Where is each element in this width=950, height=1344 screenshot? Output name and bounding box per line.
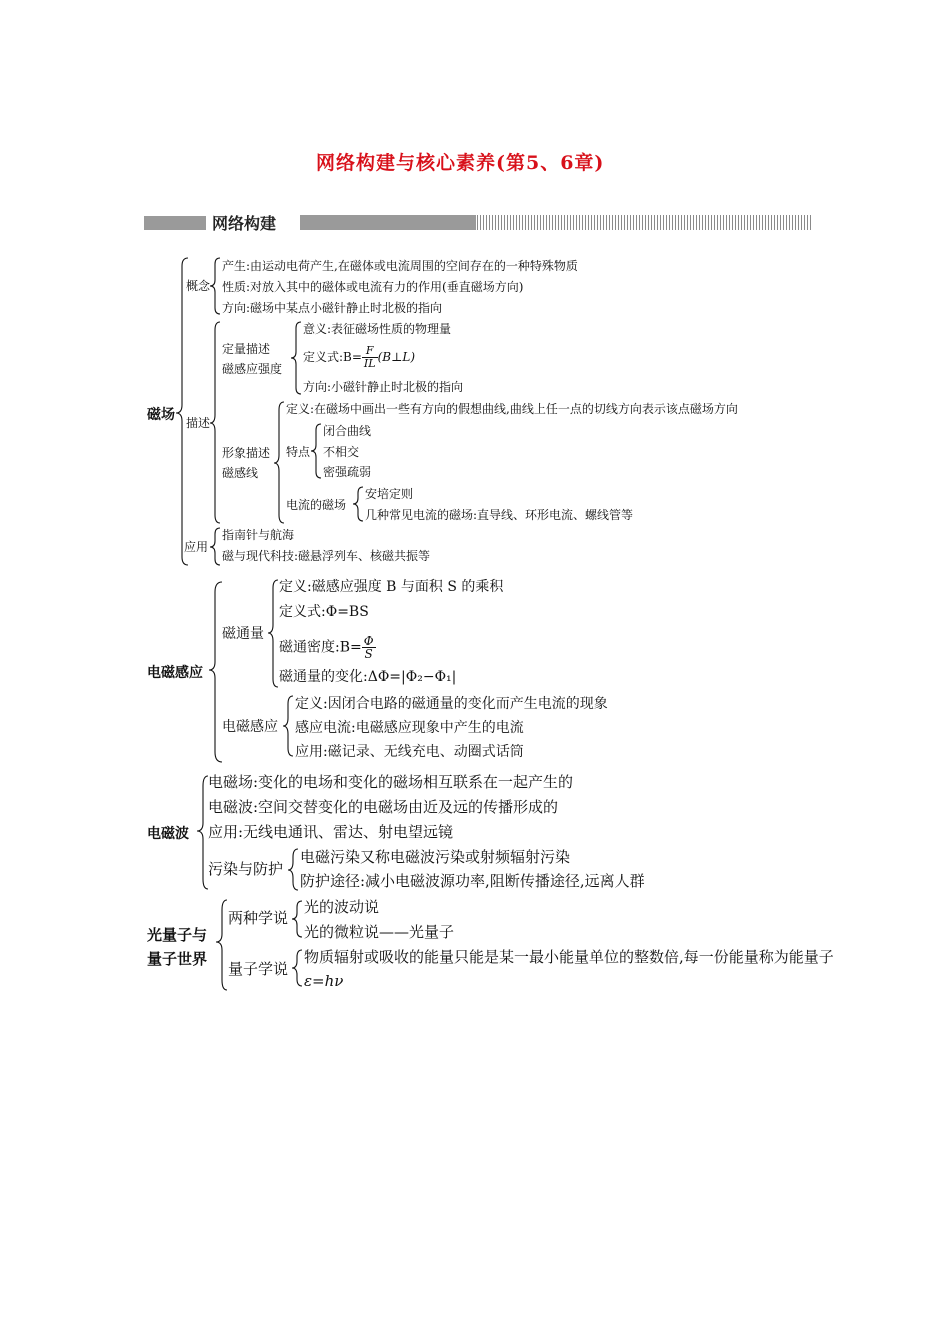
flux-density-prefix: 磁通密度:B= [279,639,362,656]
quant-label-line2: 磁感应强度 [222,362,283,376]
feature-density: 密强疏弱 [323,465,372,479]
section-label: 网络构建 [212,214,277,233]
application-compass: 指南针与航海 [222,528,295,542]
brace-features [311,424,321,478]
fraction-numerator: Φ [363,634,374,648]
image-label-line1: 形象描述 [222,446,271,460]
concept-item-origin: 产生:由运动电荷产生,在磁体或电流周围的空间存在的一种特殊物质 [222,259,578,273]
brace-pollution [288,849,298,890]
application-tech: 磁与现代科技:磁悬浮列车、核磁共振等 [222,549,431,563]
flux-formula: 定义式:Φ=BS [279,604,369,620]
brace-describe [210,322,220,523]
flux-change: 磁通量的变化:ΔΦ=|Φ₂−Φ₁| [279,669,457,685]
fraction-phi-over-s [362,635,376,660]
pollution-item-protection: 防护途径:减小电磁波源功率,阻断传播途径,远离人群 [300,872,645,890]
page-title: 网络构建与核心素养(第5、6章) [316,152,605,174]
root-quantum-line1: 光量子与 [147,926,208,944]
image-label-line2: 磁感线 [222,466,259,480]
induction-definition: 定义:因闭合电路的磁通量的变化而产生电流的现象 [295,696,608,712]
current-field-ampere: 安培定则 [365,487,414,501]
quant-direction: 方向:小磁针静止时北极的指向 [303,380,464,394]
concept-item-property: 性质:对放入其中的磁体或电流有力的作用(垂直磁场方向) [222,280,524,294]
brace-quantum-theory [292,950,302,986]
fraction-denominator: S [364,647,373,661]
root-quantum-line2: 量子世界 [147,950,208,968]
quant-definition [303,345,415,370]
current-field-common: 几种常见电流的磁场:直导线、环形电流、螺线管等 [365,508,634,522]
flux-label: 磁通量 [222,626,264,642]
current-field-label: 电流的磁场 [286,498,347,512]
brace-quantum-root [216,900,227,990]
fraction-f-over-il [362,345,378,370]
brace-two-theories [292,901,302,937]
quantum-energy-quantum: 物质辐射或吸收的能量只能是某一最小能量单位的整数倍,每一份能量称为能量子 [304,948,834,966]
flux-definition: 定义:磁感应强度 B 与面积 S 的乘积 [279,579,504,595]
quant-label-line1: 定量描述 [222,342,271,356]
theory-particle: 光的微粒说——光量子 [304,923,455,941]
quant-meaning: 意义:表征磁场性质的物理量 [303,322,452,336]
root-wave: 电磁波 [147,826,189,842]
wave-definition: 电磁波:空间交替变化的电磁场由近及远的传播形成的 [208,798,559,816]
concept-item-direction: 方向:磁场中某点小磁针静止时北极的指向 [222,301,443,315]
feature-no-cross: 不相交 [323,445,360,459]
root-magnetic-field: 磁场 [147,407,175,423]
brace-concept [210,258,220,314]
fraction-denominator: IL [363,357,376,370]
induction-application: 应用:磁记录、无线充电、动圈式话筒 [295,744,524,760]
image-definition: 定义:在磁场中画出一些有方向的假想曲线,曲线上任一点的切线方向表示该点磁场方向 [286,402,738,416]
quantum-label: 量子学说 [228,960,289,978]
theory-wave: 光的波动说 [304,898,380,916]
brace-magnetic-field [176,258,188,565]
brace-application [210,528,220,565]
root-induction: 电磁感应 [147,665,203,681]
brace-flux [268,580,278,687]
brace-quant [291,322,301,394]
two-theories-label: 两种学说 [228,909,289,927]
induction-current: 感应电流:电磁感应现象中产生的电流 [295,720,524,736]
wave-application: 应用:无线电通讯、雷达、射电望远镜 [208,823,454,841]
fraction-numerator: F [362,345,378,358]
pollution-label: 污染与防护 [208,860,284,878]
quantum-formula: ε=hν [304,972,344,990]
wave-field: 电磁场:变化的电场和变化的磁场相互联系在一起产生的 [208,773,574,791]
concept-label: 概念 [186,279,211,293]
flux-density [279,635,376,660]
induction-label: 电磁感应 [222,719,278,735]
brace-induction-root [209,582,222,762]
quant-def-prefix: 定义式:B= [303,350,362,364]
brace-image [274,402,284,523]
pollution-item-alias: 电磁污染又称电磁波污染或射频辐射污染 [300,848,571,866]
brace-current-field [353,487,363,521]
brace-wave-root [197,776,208,889]
feature-closed: 闭合曲线 [323,424,372,438]
application-label: 应用 [184,540,209,554]
describe-label: 描述 [186,416,211,430]
quant-def-suffix: (B⊥L) [377,350,416,364]
brace-induction [283,696,293,756]
features-label: 特点 [286,445,311,459]
